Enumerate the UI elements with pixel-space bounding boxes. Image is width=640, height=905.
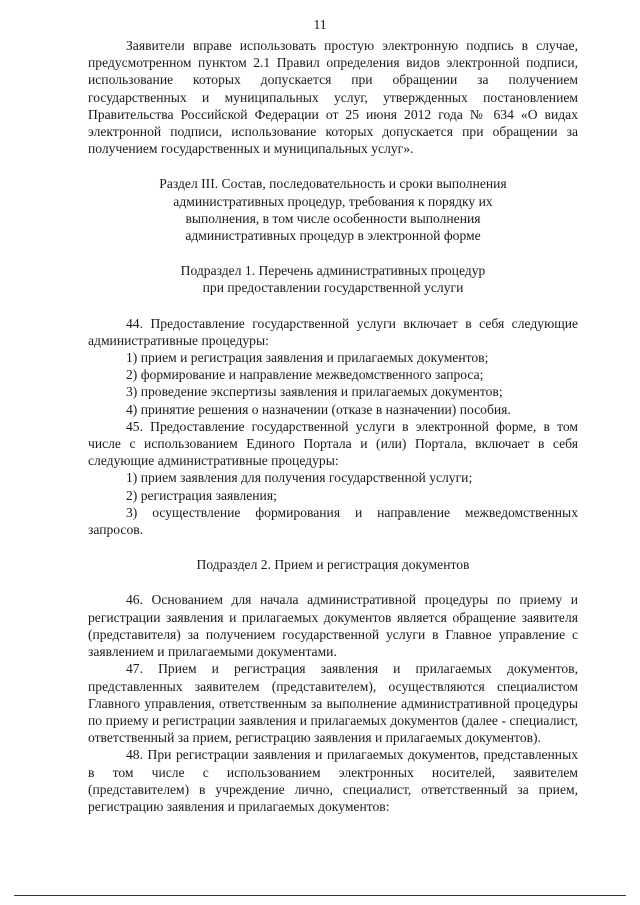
paragraph-44: 44. Предоставление государственной услуги включает в себя следующие административные процедуры: [88, 315, 578, 348]
paragraph-45: 45. Предоставление государственной услуги в электронной форме, в том числе с использованием Единого Портала и (или) Портала, включает в себя следующие административные процедуры: [88, 418, 578, 469]
list-item: 1) прием заявления для получения государственной услуги; [126, 470, 473, 486]
paragraph-46: 46. Основанием для начала административной процедуры по приему и регистрации заявления и прилагаемых документов является обращение заявителя (представителя) за получением государственной услуги в Главное управление с заявлением и прилагаемыми документами. [88, 592, 578, 660]
list-item: 3) осуществление формирования и направление межведомственных запросов. [88, 504, 578, 538]
list-item: 2) регистрация заявления; [126, 487, 277, 503]
subsection-title-line: при предоставлении государственной услуги [202, 280, 464, 296]
page-bottom-rule [14, 895, 626, 896]
subsection-title-line: Подраздел 1. Перечень административных процедур [180, 263, 486, 279]
section-title-line: выполнения, в том числе особенности выполнения [185, 210, 481, 226]
list-item: 2) формирование и направление межведомственного запроса; [126, 367, 484, 383]
subsection-2-title: Подраздел 2. Прием и регистрация документов [196, 557, 470, 573]
section-title-line: Раздел III. Состав, последовательность и сроки выполнения [159, 176, 507, 192]
intro-paragraph: Заявители вправе использовать простую электронную подпись в случае, предусмотренном пунктом 2.1 Правил определения видов электронной подписи, использование которых допускается при обращении за получением государственных и муниципальных услуг, утвержденных постановлением Правительства Российской Федерации от 25 июня 2012 года № 634 «О видах электронной подписи, использование которых допускается при обращении за получением государственных и муниципальных услуг». [88, 38, 578, 157]
list-item: 1) прием и регистрация заявления и прилагаемых документов; [126, 350, 489, 366]
page-content [88, 37, 578, 815]
list-item: 4) принятие решения о назначении (отказе в назначении) пособия. [126, 401, 511, 417]
subsection-1-title [88, 262, 578, 296]
list-item: 3) проведение экспертизы заявления и прилагаемых документов; [126, 384, 503, 400]
section-title-line: административных процедур в электронной форме [185, 228, 481, 244]
section-title-line: административных процедур, требования к порядку их [173, 193, 493, 209]
paragraph-48: 48. При регистрации заявления и прилагаемых документов, представленных в том числе с использованием электронных носителей, заявителем (представителем) в учреждение лично, специалист, ответственный за прием, регистрацию заявления и прилагаемых документов: [88, 747, 578, 814]
paragraph-47: 47. Прием и регистрация заявления и прилагаемых документов, представленных заявителем (представителем), осуществляются специалистом Главного управления, ответственным за выполнение административной процедуры по приему и регистрации заявления и прилагаемых документов (далее - специалист, ответственный за прием, регистрацию заявления и прилагаемых документов). [88, 661, 578, 746]
section-title [88, 175, 578, 244]
page-number: 11 [313, 17, 327, 32]
